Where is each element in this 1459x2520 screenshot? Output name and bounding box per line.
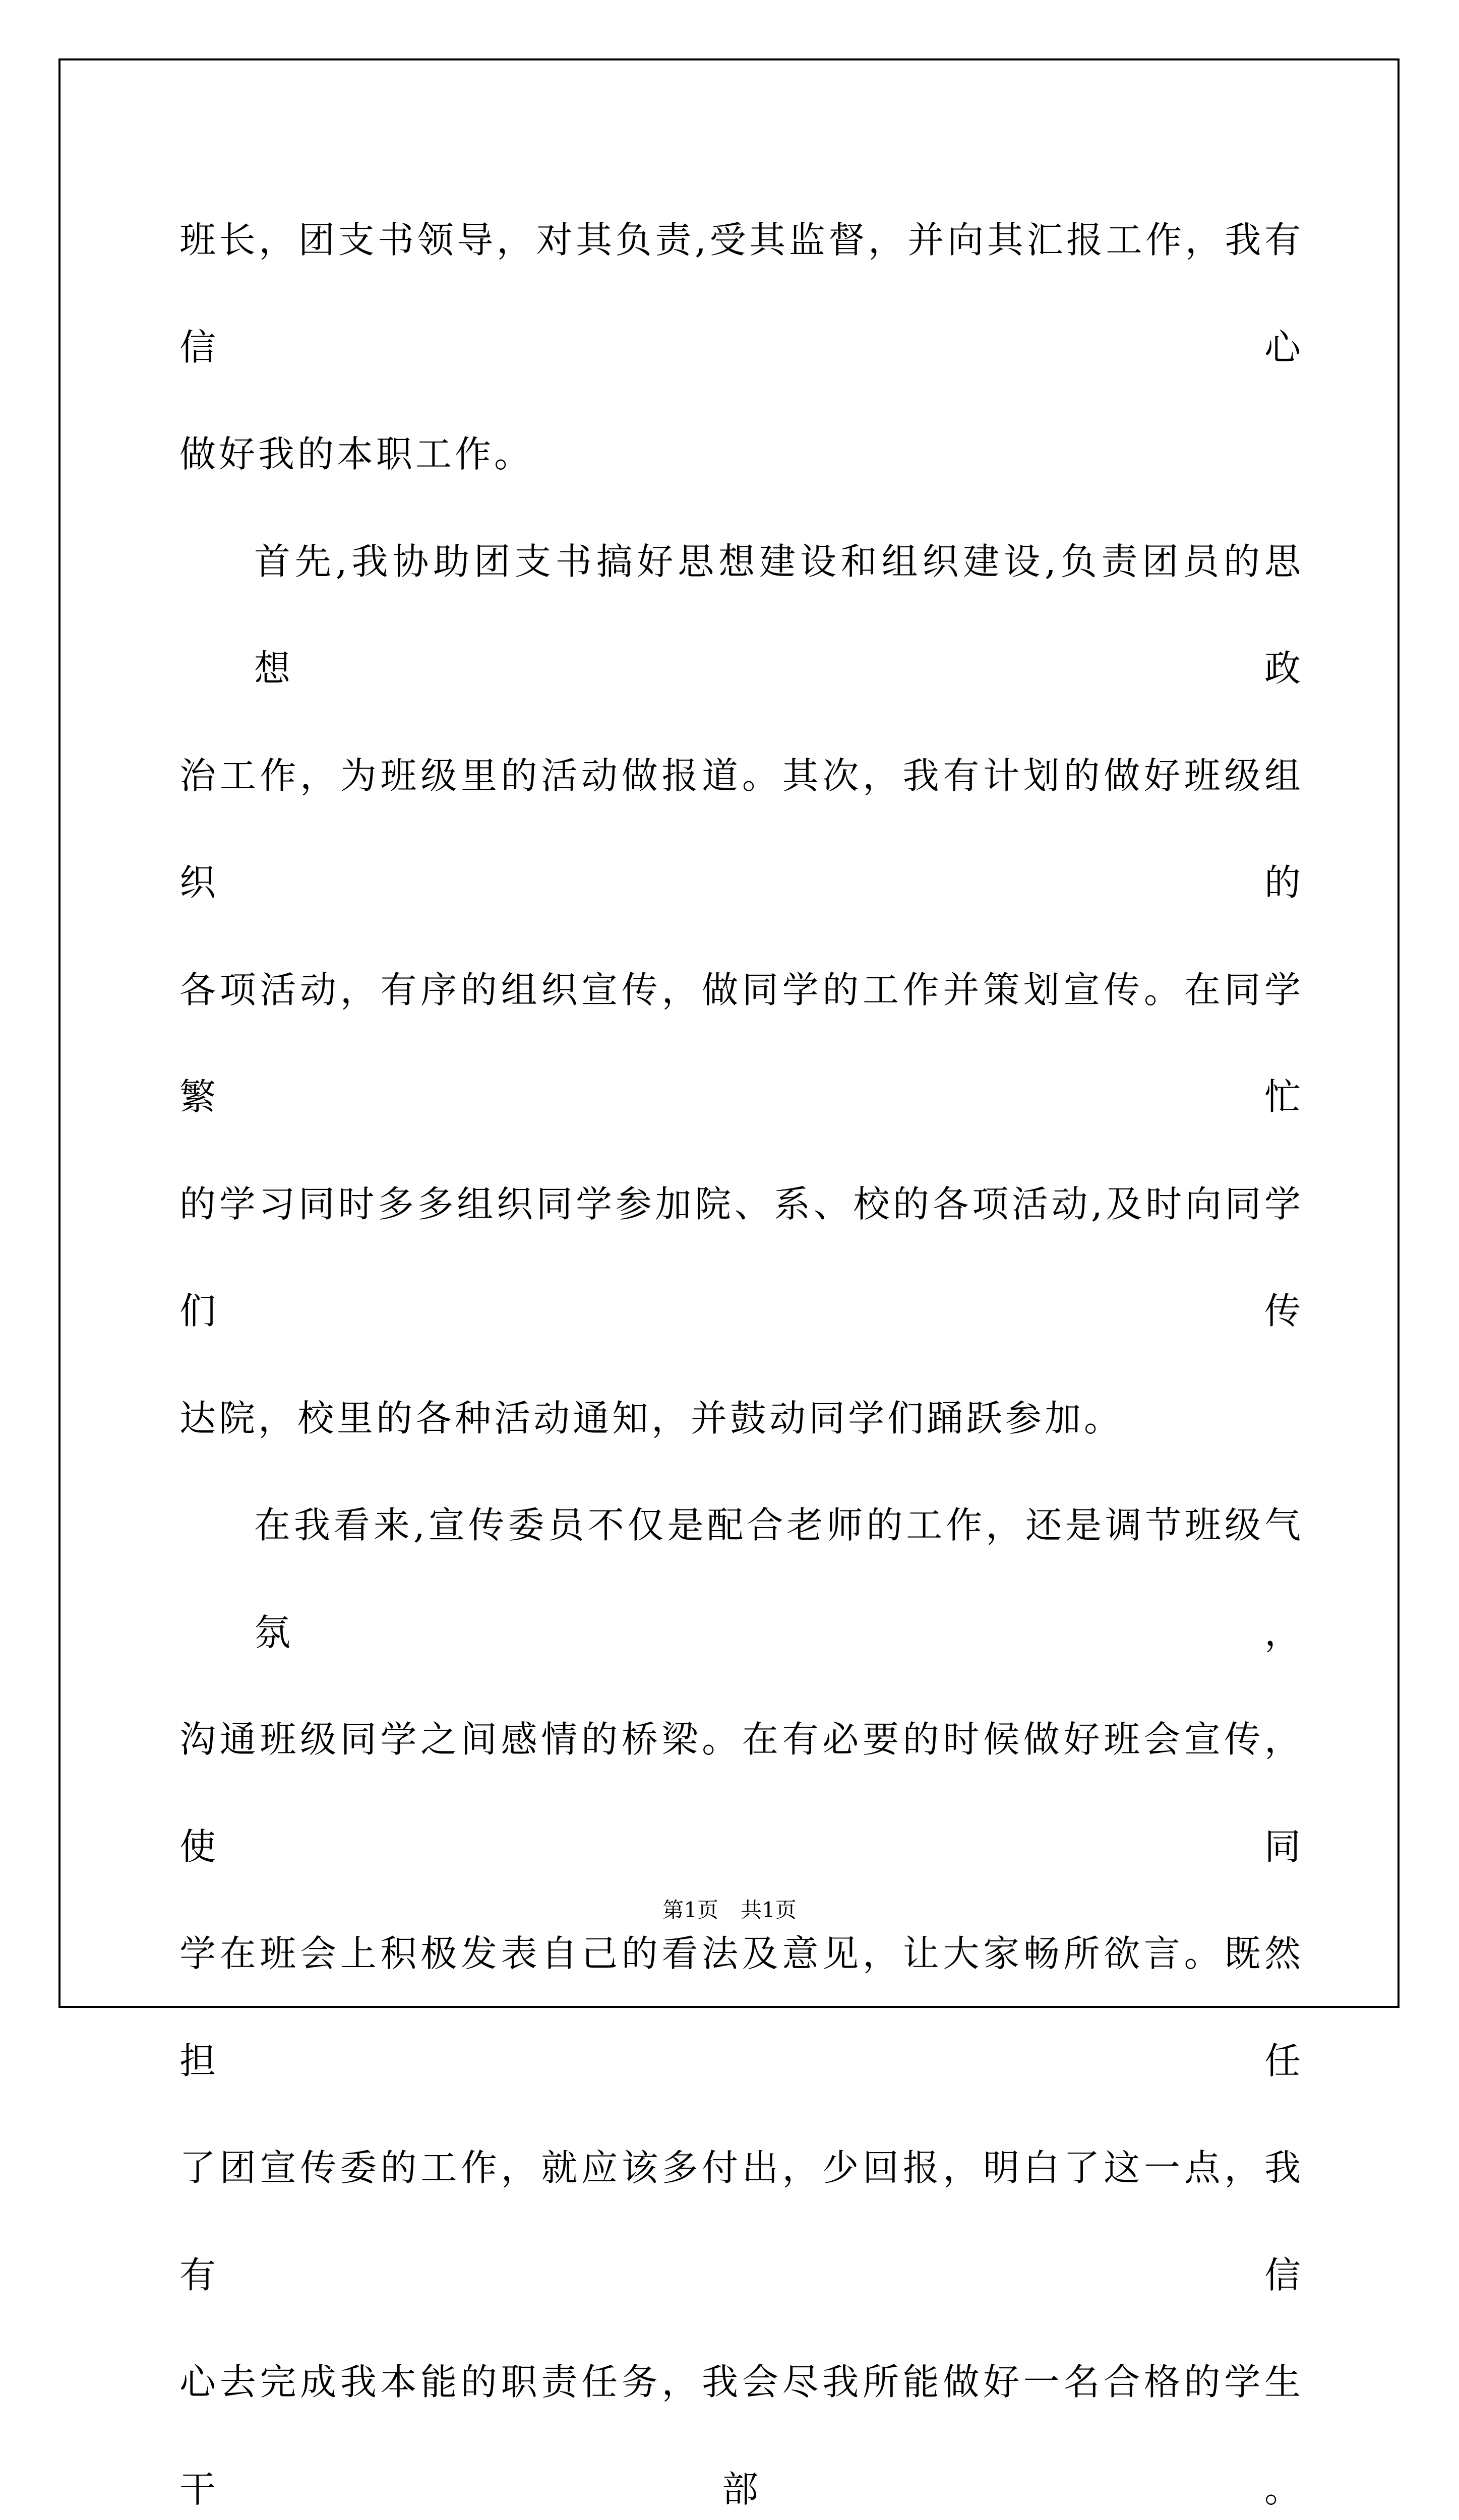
text-line: 的学习同时多多组织同学参加院、系、校的各项活动,及时向同学们传 <box>179 1182 1304 1332</box>
document-body <box>179 186 1304 2520</box>
page-total: 共1页 <box>741 1898 797 1922</box>
text-line: 治工作，为班级里的活动做报道。其次，我有计划的做好班级组织的 <box>179 754 1304 904</box>
text-line: 做好我的本职工作。 <box>179 433 534 475</box>
text-line: 首先,我协助团支书搞好思想建设和组织建设,负责团员的思想政 <box>254 540 1304 689</box>
text-line: 达院，校里的各种活动通知，并鼓动同学们踊跃参加。 <box>179 1397 1124 1439</box>
page-number: 第1页 <box>662 1898 718 1922</box>
text-line: 在我看来,宣传委员不仅是配合老师的工作，还是调节班级气氛， <box>254 1504 1304 1654</box>
text-line: 班长，团支书领导，对其负责,受其监督，并向其汇报工作，我有信心 <box>179 219 1304 368</box>
text-line: 心去完成我本能的职责任务，我会尽我所能做好一名合格的学生干部。 <box>179 2361 1304 2510</box>
text-line: 沟通班级同学之间感情的桥梁。在有必要的时候做好班会宣传，使同 <box>179 1718 1304 1868</box>
text-line: 各项活动，有序的组织宣传，做同学的工作并策划宣传。在同学繁忙 <box>179 968 1304 1118</box>
text-line: 学在班会上积极发表自己的看法及意见，让大家畅所欲言。既然担任 <box>179 1932 1304 2082</box>
text-line: 了团宣传委的工作，就应该多付出，少回报，明白了这一点，我有信 <box>179 2147 1304 2296</box>
page-footer <box>0 1895 1459 1925</box>
